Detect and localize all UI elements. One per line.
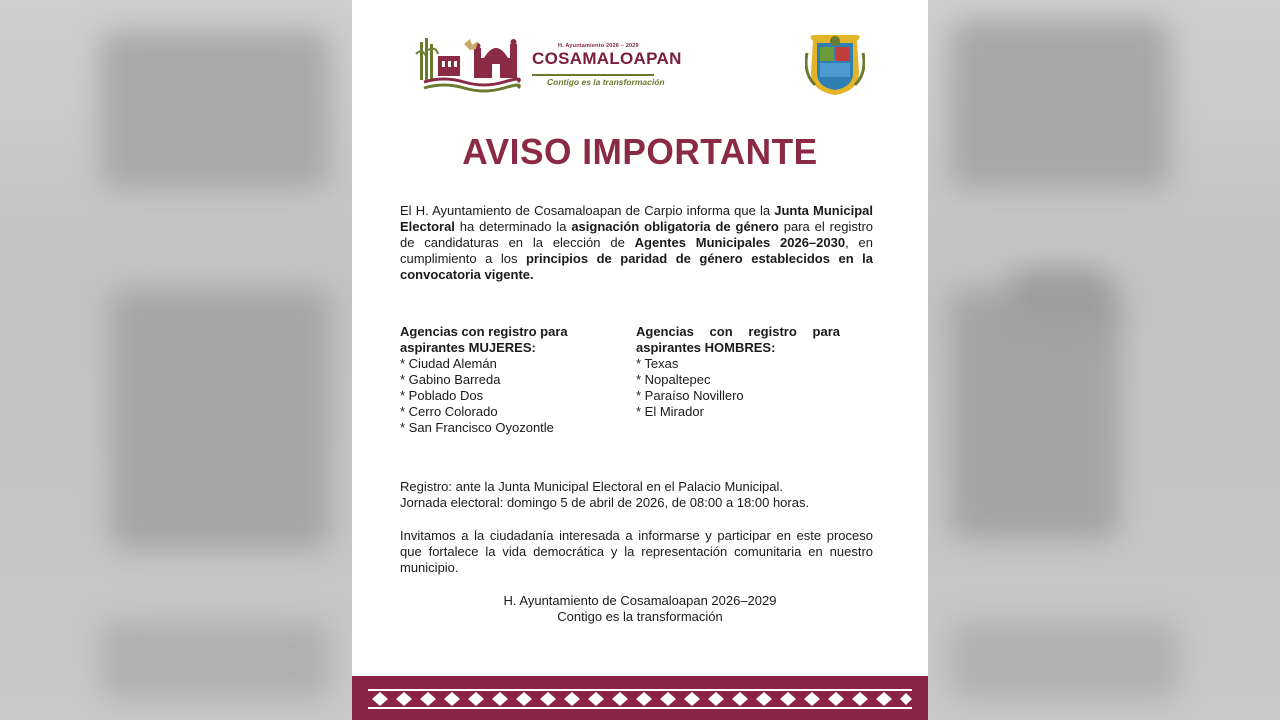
registration-info — [400, 479, 873, 511]
brand-name: COSAMALOAPAN — [532, 49, 682, 68]
women-agencies — [400, 324, 600, 436]
coat-of-arms-icon — [805, 33, 865, 97]
list-item: * Gabino Barreda — [400, 372, 501, 387]
term-label: H. Ayuntamiento 2026 – 2029 — [558, 43, 639, 49]
blur-block — [100, 30, 330, 190]
list-item: * San Francisco Oyozontle — [400, 420, 554, 435]
men-heading — [636, 324, 840, 356]
blur-block — [100, 620, 330, 700]
signature-line: H. Ayuntamiento de Cosamaloapan 2026–2029 — [503, 593, 777, 608]
notice-poster — [352, 0, 928, 720]
intro-text: El H. Ayuntamiento de Cosamaloapan de Carpio informa que la — [400, 203, 775, 218]
registration-line: Registro: ante la Junta Municipal Electoral en el Palacio Municipal. — [400, 479, 783, 494]
men-heading-line: Agencias con registro para — [636, 324, 840, 339]
list-item: * Texas — [636, 356, 679, 371]
list-item: * Paraíso Novillero — [636, 388, 744, 403]
decorative-band — [352, 676, 928, 720]
list-item: * Poblado Dos — [400, 388, 484, 403]
invitation-paragraph: Invitamos a la ciudadanía interesada a informarse y participar en este proceso que fortalece la vida democrática y la representación comunitaria en nuestro municipio. — [400, 528, 873, 575]
blur-block — [950, 620, 1180, 700]
election-day-line: Jornada electoral: domingo 5 de abril de 2026, de 08:00 a 18:00 horas. — [400, 495, 810, 510]
blur-block — [110, 290, 330, 550]
list-item: * Cerro Colorado — [400, 404, 498, 419]
notice-title: AVISO IMPORTANTE — [462, 131, 818, 172]
women-heading-line: aspirantes MUJERES: — [400, 340, 536, 355]
intro-text: para el registro de candidaturas en la elección de — [400, 219, 874, 250]
brand-tagline: Contigo es la transformación — [547, 77, 665, 87]
intro-bold: asignación obligatoria de género — [571, 219, 779, 234]
intro-bold: principios de paridad de género establecidos en la convocatoria vigente. — [400, 251, 873, 282]
men-heading-line: aspirantes HOMBRES: — [636, 340, 776, 355]
intro-text: , en cumplimiento a los — [400, 235, 873, 266]
blur-block — [1010, 270, 1110, 330]
intro-bold: Agentes Municipales 2026–2030 — [634, 235, 846, 250]
men-agencies — [636, 324, 840, 420]
intro-text: ha determinado la — [454, 219, 572, 234]
list-item: * El Mirador — [636, 404, 704, 419]
women-heading — [400, 324, 600, 356]
pattern-icon — [352, 676, 928, 720]
blur-block — [950, 20, 1170, 190]
list-item: * Ciudad Alemán — [400, 356, 497, 371]
intro-paragraph — [400, 203, 873, 283]
women-heading-line: Agencias con registro para — [400, 324, 568, 339]
intro-bold: Junta Municipal Electoral — [400, 203, 873, 234]
signature-tagline: Contigo es la transformación — [557, 609, 723, 624]
list-item: * Nopaltepec — [636, 372, 711, 387]
